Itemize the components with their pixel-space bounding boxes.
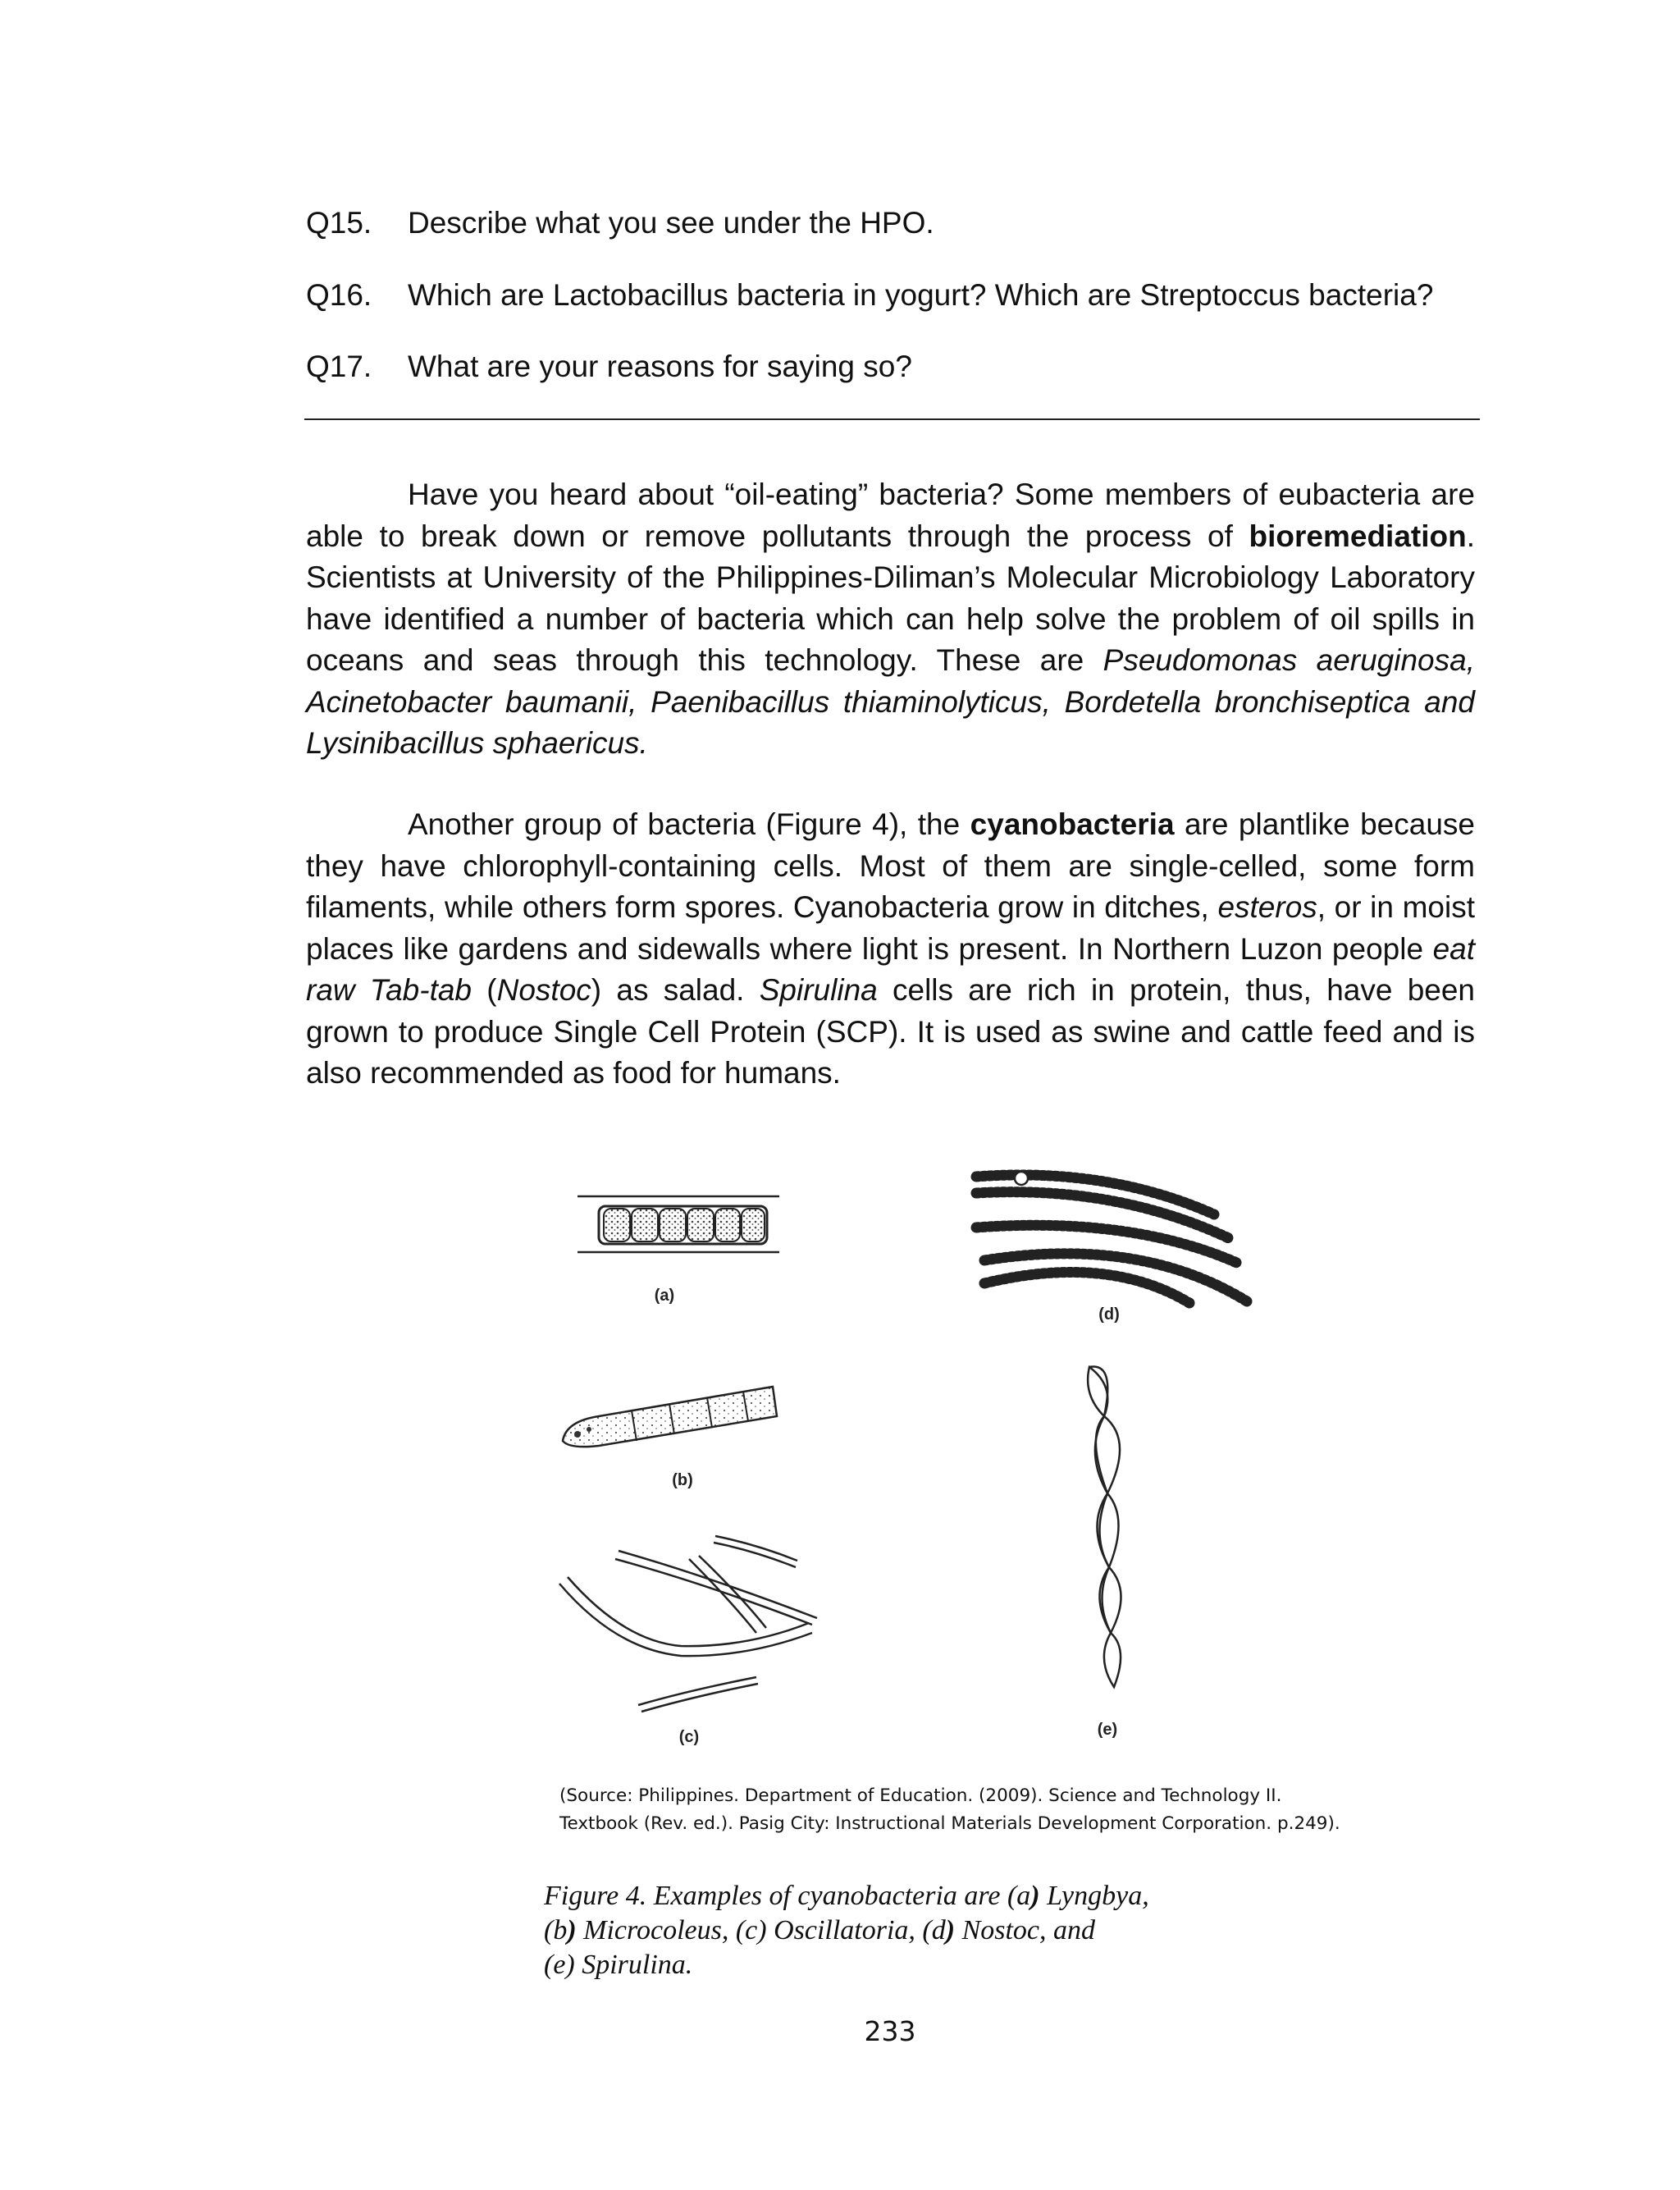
text-run: Another group of bacteria (Figure 4), the — [408, 807, 970, 841]
lyngbya-illustration — [578, 1196, 779, 1252]
question-number: Q17. — [306, 350, 372, 383]
microcoleus-illustration — [563, 1387, 777, 1447]
caption-text: (e) Spirulina. — [544, 1950, 693, 1980]
caption-text: Microcoleus, (c) Oscillatoria, (d — [576, 1915, 946, 1945]
label-e: (e) — [1097, 1721, 1118, 1739]
question-text: Describe what you see under the HPO. — [408, 206, 934, 240]
question-q16 — [306, 277, 1433, 313]
page-number: 233 — [864, 2015, 916, 2047]
text-run: ) as salad. — [591, 973, 760, 1007]
text-run: , or in moist places like gardens and sidewalls where light is present. In Northern Luzon people — [306, 890, 1475, 966]
figure-source-citation: (Source: Philippines. Department of Education. (2009). Science and Technology II. Textbook (Rev. ed.). Pasig City: Instructional Materials Development Corporation. p.249). — [559, 1785, 1340, 1834]
question-text: Which are Lactobacillus bacteria in yogurt? Which are Streptoccus bacteria? — [408, 278, 1434, 312]
label-b: (b) — [672, 1471, 693, 1489]
text-run: ( — [472, 973, 497, 1007]
text-run: . Scientists at University of the Philippines-Diliman’s Molecular Microbiology Laboratory have identified a number of bacteria which can help solve the problem of oil spills in oceans and seas through this technology. These are — [306, 519, 1475, 677]
term-bioremediation: bioremediation — [1249, 519, 1467, 553]
figure-caption — [544, 1879, 1331, 1982]
term-cyanobacteria: cyanobacteria — [970, 807, 1175, 841]
term-esteros: esteros — [1217, 890, 1317, 924]
text-run: cells are rich in protein, thus, have been grown to produce Single Cell Protein (SCP). It is used as swine and cattle feed and is also recommended as food for humans. — [306, 973, 1476, 1090]
question-number: Q15. — [306, 206, 372, 240]
question-q17 — [306, 349, 912, 385]
text-run: Have you heard about “oil-eating” bacteria? Some members of eubacteria are able to break down or remove pollutants through the process of — [306, 478, 1475, 553]
text-run: are plantlike because they have chlorophyll-containing cells. Most of them are single-celled, some form filaments, while others form spores. Cyanobacteria grow in ditches, — [306, 807, 1475, 924]
cyanobacteria-figure — [541, 1157, 1280, 1756]
label-c: (c) — [678, 1728, 700, 1746]
caption-text: (b — [544, 1915, 568, 1945]
question-text: What are your reasons for saying so? — [408, 350, 912, 383]
term-nostoc: Nostoc — [496, 973, 591, 1007]
question-number: Q16. — [306, 278, 372, 312]
caption-text: ) — [1030, 1881, 1040, 1911]
caption-text: Figure 4. Examples of cyanobacteria are (a — [544, 1881, 1031, 1911]
nostoc-illustration — [976, 1172, 1247, 1303]
term-spirulina: Spirulina — [759, 973, 878, 1007]
label-d: (d) — [1098, 1305, 1120, 1324]
section-divider — [304, 418, 1480, 420]
caption-text: Lyngbya, — [1039, 1881, 1149, 1911]
question-q15 — [306, 205, 934, 241]
paragraph-cyanobacteria — [306, 804, 1475, 1095]
caption-text: Nostoc, and — [955, 1915, 1096, 1945]
caption-text: ) — [945, 1915, 956, 1945]
oscillatoria-illustration — [559, 1536, 817, 1712]
paragraph-bioremediation — [306, 474, 1475, 765]
spirulina-illustration — [1088, 1367, 1121, 1688]
label-a: (a) — [654, 1287, 675, 1305]
term-tab-tab: eat raw Tab-tab — [306, 931, 1475, 1007]
caption-text: ) — [567, 1915, 577, 1945]
species-list: Pseudomonas aeruginosa, Acinetobacter baumanii, Paenibacillus thiaminolyticus, Bordetella bronchiseptica and Lysinibacillus sphaericus. — [306, 643, 1475, 760]
